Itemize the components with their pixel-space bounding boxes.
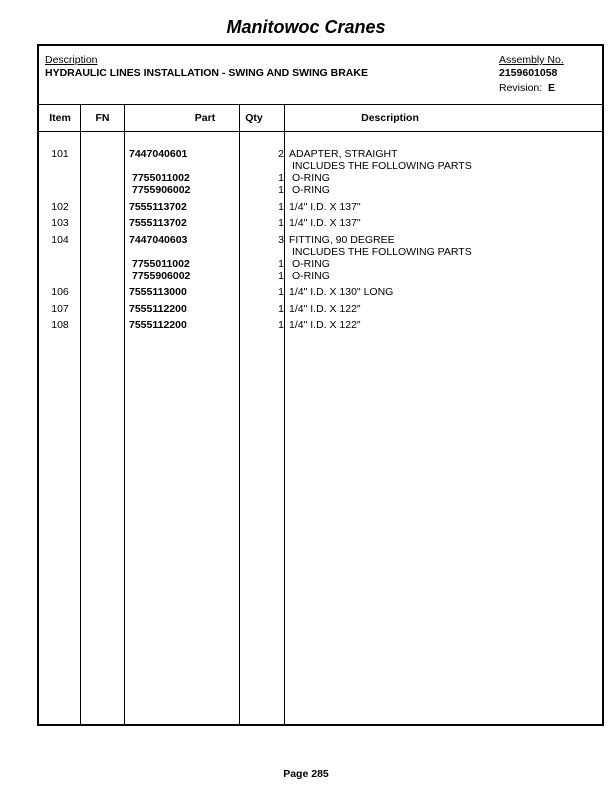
description-cell: 1/4" I.D. X 130" LONG xyxy=(289,286,394,298)
part-number-cell: 7755906002 xyxy=(132,270,191,282)
table-row xyxy=(39,258,602,270)
revision xyxy=(499,82,555,94)
item-cell: 107 xyxy=(51,303,69,315)
description-label: Description xyxy=(45,54,98,66)
table-row xyxy=(39,270,602,282)
description-cell: 1/4" I.D. X 122" xyxy=(289,303,361,315)
table-row xyxy=(39,303,602,315)
table-row xyxy=(39,286,602,298)
qty-cell: 1 xyxy=(278,303,284,315)
column-header-item: Item xyxy=(49,112,71,124)
assembly-header xyxy=(39,46,602,105)
table-row xyxy=(39,201,602,213)
table-row xyxy=(39,234,602,246)
column-header-part: Part xyxy=(194,112,216,124)
assembly-description: HYDRAULIC LINES INSTALLATION - SWING AND SWING BRAKE xyxy=(45,67,368,79)
item-cell: 101 xyxy=(51,148,69,160)
qty-cell: 1 xyxy=(278,258,284,270)
table-row xyxy=(39,172,602,184)
item-cell: 103 xyxy=(51,217,69,229)
table-row xyxy=(39,148,602,160)
qty-cell: 1 xyxy=(278,201,284,213)
description-cell: O-RING xyxy=(292,184,330,196)
description-cell: O-RING xyxy=(292,258,330,270)
description-cell: INCLUDES THE FOLLOWING PARTS xyxy=(292,160,472,172)
column-header-fn: FN xyxy=(95,112,110,124)
part-number-cell: 7755011002 xyxy=(132,258,190,270)
qty-cell: 2 xyxy=(278,148,284,160)
table-row xyxy=(39,184,602,196)
item-cell: 108 xyxy=(51,319,69,331)
qty-cell: 3 xyxy=(278,234,284,246)
description-cell: FITTING, 90 DEGREE xyxy=(289,234,395,246)
qty-cell: 1 xyxy=(278,270,284,282)
part-number-cell: 7755011002 xyxy=(132,172,190,184)
assembly-number: 2159601058 xyxy=(499,67,558,79)
table-row xyxy=(39,246,602,258)
description-cell: 1/4" I.D. X 122" xyxy=(289,319,361,331)
item-cell: 106 xyxy=(51,286,69,298)
description-cell: 1/4" I.D. X 137" xyxy=(289,217,361,229)
parts-table-body xyxy=(39,136,602,724)
part-number-cell: 7447040603 xyxy=(129,234,188,246)
item-cell: 102 xyxy=(51,201,69,213)
table-row xyxy=(39,319,602,331)
qty-cell: 1 xyxy=(278,184,284,196)
part-number-cell: 7755906002 xyxy=(132,184,191,196)
page-title: Manitowoc Cranes xyxy=(226,17,386,37)
parts-list-frame xyxy=(37,44,604,726)
qty-cell: 1 xyxy=(278,217,284,229)
page-number: Page 285 xyxy=(283,768,329,780)
column-header-qty: Qty xyxy=(245,112,263,124)
description-cell: O-RING xyxy=(292,172,330,184)
assembly-number-label: Assembly No. xyxy=(499,54,564,66)
revision-label: Revision: xyxy=(499,82,543,94)
column-header-description: Description xyxy=(361,112,419,124)
description-cell: INCLUDES THE FOLLOWING PARTS xyxy=(292,246,472,258)
item-cell: 104 xyxy=(51,234,69,246)
part-number-cell: 7447040601 xyxy=(129,148,188,160)
description-cell: ADAPTER, STRAIGHT xyxy=(289,148,398,160)
part-number-cell: 7555113000 xyxy=(129,286,187,298)
part-number-cell: 7555113702 xyxy=(129,217,187,229)
qty-cell: 1 xyxy=(278,286,284,298)
description-cell: 1/4" I.D. X 137" xyxy=(289,201,361,213)
description-cell: O-RING xyxy=(292,270,330,282)
table-row xyxy=(39,217,602,229)
part-number-cell: 7555113702 xyxy=(129,201,187,213)
part-number-cell: 7555112200 xyxy=(129,303,187,315)
part-number-cell: 7555112200 xyxy=(129,319,187,331)
revision-value: E xyxy=(548,82,556,94)
table-row xyxy=(39,160,602,172)
qty-cell: 1 xyxy=(278,172,284,184)
qty-cell: 1 xyxy=(278,319,284,331)
